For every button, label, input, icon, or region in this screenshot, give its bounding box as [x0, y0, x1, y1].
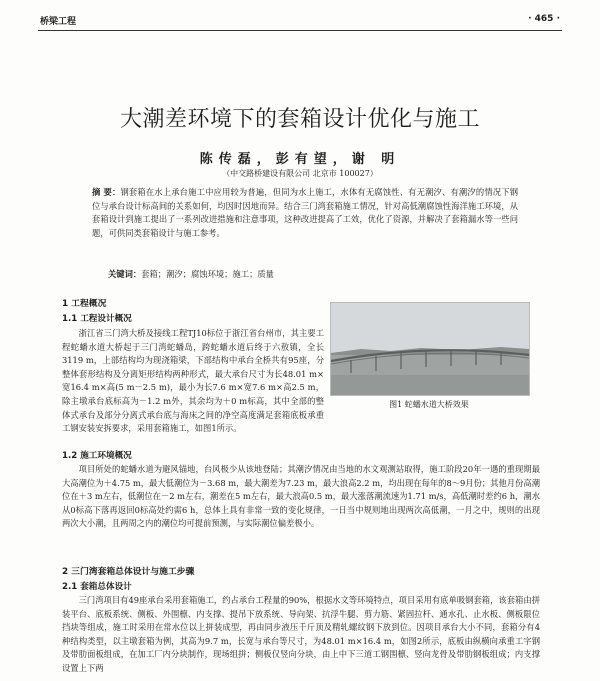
section-1-1-heading: 1.1 工程设计概况: [62, 314, 132, 324]
paper-title: 大潮差环境下的套箱设计优化与施工: [119, 107, 480, 132]
section-2-1-heading: 2.1 套箱总体设计: [62, 582, 132, 592]
header-divider: [38, 30, 562, 31]
keywords-label: 关键词：: [108, 269, 142, 279]
section-1-heading: 1 工程概况: [62, 299, 107, 309]
author-affiliation: （中交路桥建设有限公司 北京市 100027）: [222, 169, 378, 178]
section-1-2-text: 项目所处的蛇蟠水道为避风锚地，台风极少从该地登陆；其潮汐情况由当地的水文观测站取得，施工阶段20年一遇的重现期最大高潮位为＋4.75 m，最大低潮位为－3.68 m，最大潮差为7.23 m，最大浪高2.2 m，均出现在每年的8～9月份；其他月份高潮位在＋3 m左右，低潮位在－2 m左右，潮差在5 m左右，最大浪高0.5 m，最大涨落潮流速为1.71 m/s，高低潮时差约6 h，潮水从0标高下落再返回0标高处约需6 h，总体上具有非常一致的变化规律，一日当中规则地出现两次高低潮，一月之中，规则的出现两次大小潮，且两周之内的潮位均可提前预测，与实际潮位偏差极小。: [62, 464, 540, 529]
bridge-rendering-figure: [330, 302, 530, 396]
abstract-block: [92, 186, 518, 240]
section-1-2-heading: 1.2 施工环境概况: [62, 451, 132, 461]
bridge-illustration: [331, 303, 529, 395]
keywords-block: [108, 268, 518, 280]
abstract-text: 钢套箱在水上承台施工中应用较为普遍，但同为水上施工，水体有无腐蚀性、有无潮汐、有潮汐的情况下钢位与承台设计标高间的关系如何，均因时因地而异。结合三门湾套箱施工情况，针对高低潮腐蚀性海洋施工环境，从套箱设计到施工提出了一系列改进措施和注意事项，这种改进提高了工效，优化了资源，并解决了套箱漏水等一些问题，可供同类套箱设计与施工参考。: [92, 187, 519, 238]
running-header-journal: 桥梁工程: [40, 17, 77, 27]
section-2-heading: 2 三门湾套箱总体设计与施工步骤: [62, 567, 195, 577]
keywords-text: 套箱；潮汐；腐蚀环境；施工；质量: [141, 269, 274, 279]
section-2-1-text: 三门湾项目有49座承台采用套箱施工，约占承台工程量的90%，根据水文等环境特点，项目采用有底单吸钢套箱，该套箱由拼装平台、底板系统、侧板、外围檩、内支撑、提吊下放系统、导向架、抗浮牛腿、剪力筋、紧固拉杆、通水孔、止水板、侧板限位挡块等组成，施工时采用在常水位以上拼装成型，再由同步液压千斤顶及精轧螺纹钢下放到位。因项目承台大小不同，套箱分有4种结构类型，以主墩套箱为例，其高为9.7 m，长宽与承台等尺寸，为48.01 m×16.4 m，如图2所示，底板由纵横向承重工字钢及带肋面板组成，在加工厂内分块制作，现场组拼；侧板仅竖向分块，由上中下三道工钢围檩、竖向龙骨及带肋钢板组成；内支撑设置上下两: [62, 595, 540, 673]
section-1-1-text: 浙江省三门湾大桥及接线工程TJ10标位于浙江省台州市，其主要工程蛇蟠水道大桥起于三门湾蛇蟠岛，跨蛇蟠水道后终于六敖镇，全长3119 m，上部结构均为现浇箱梁，下部结构中承台全桥共有95座，分整体套形结构及分离矩形结构两种形式，最大承台尺寸为长48.01 m×宽16.4 m×高(5 m－2.5 m)，最小为长7.6 m×宽7.6 m×高2.5 m，除主墩承台底标高为－1.2 m外，其余均为＋0 m标高，其中全部的整体式承台及部分分离式承台底与海床之间的净空高度满足套箱底板承重工钢安装安拆要求，采用套箱施工，如图1所示。: [62, 328, 324, 434]
abstract-label: 摘 要：: [92, 187, 121, 197]
page-number: · 465 ·: [528, 14, 560, 24]
author-list: 陈传磊，彭有望，谢 明: [199, 152, 401, 167]
figure-1-caption: 图1 蛇蟠水道大桥效果: [389, 400, 469, 409]
